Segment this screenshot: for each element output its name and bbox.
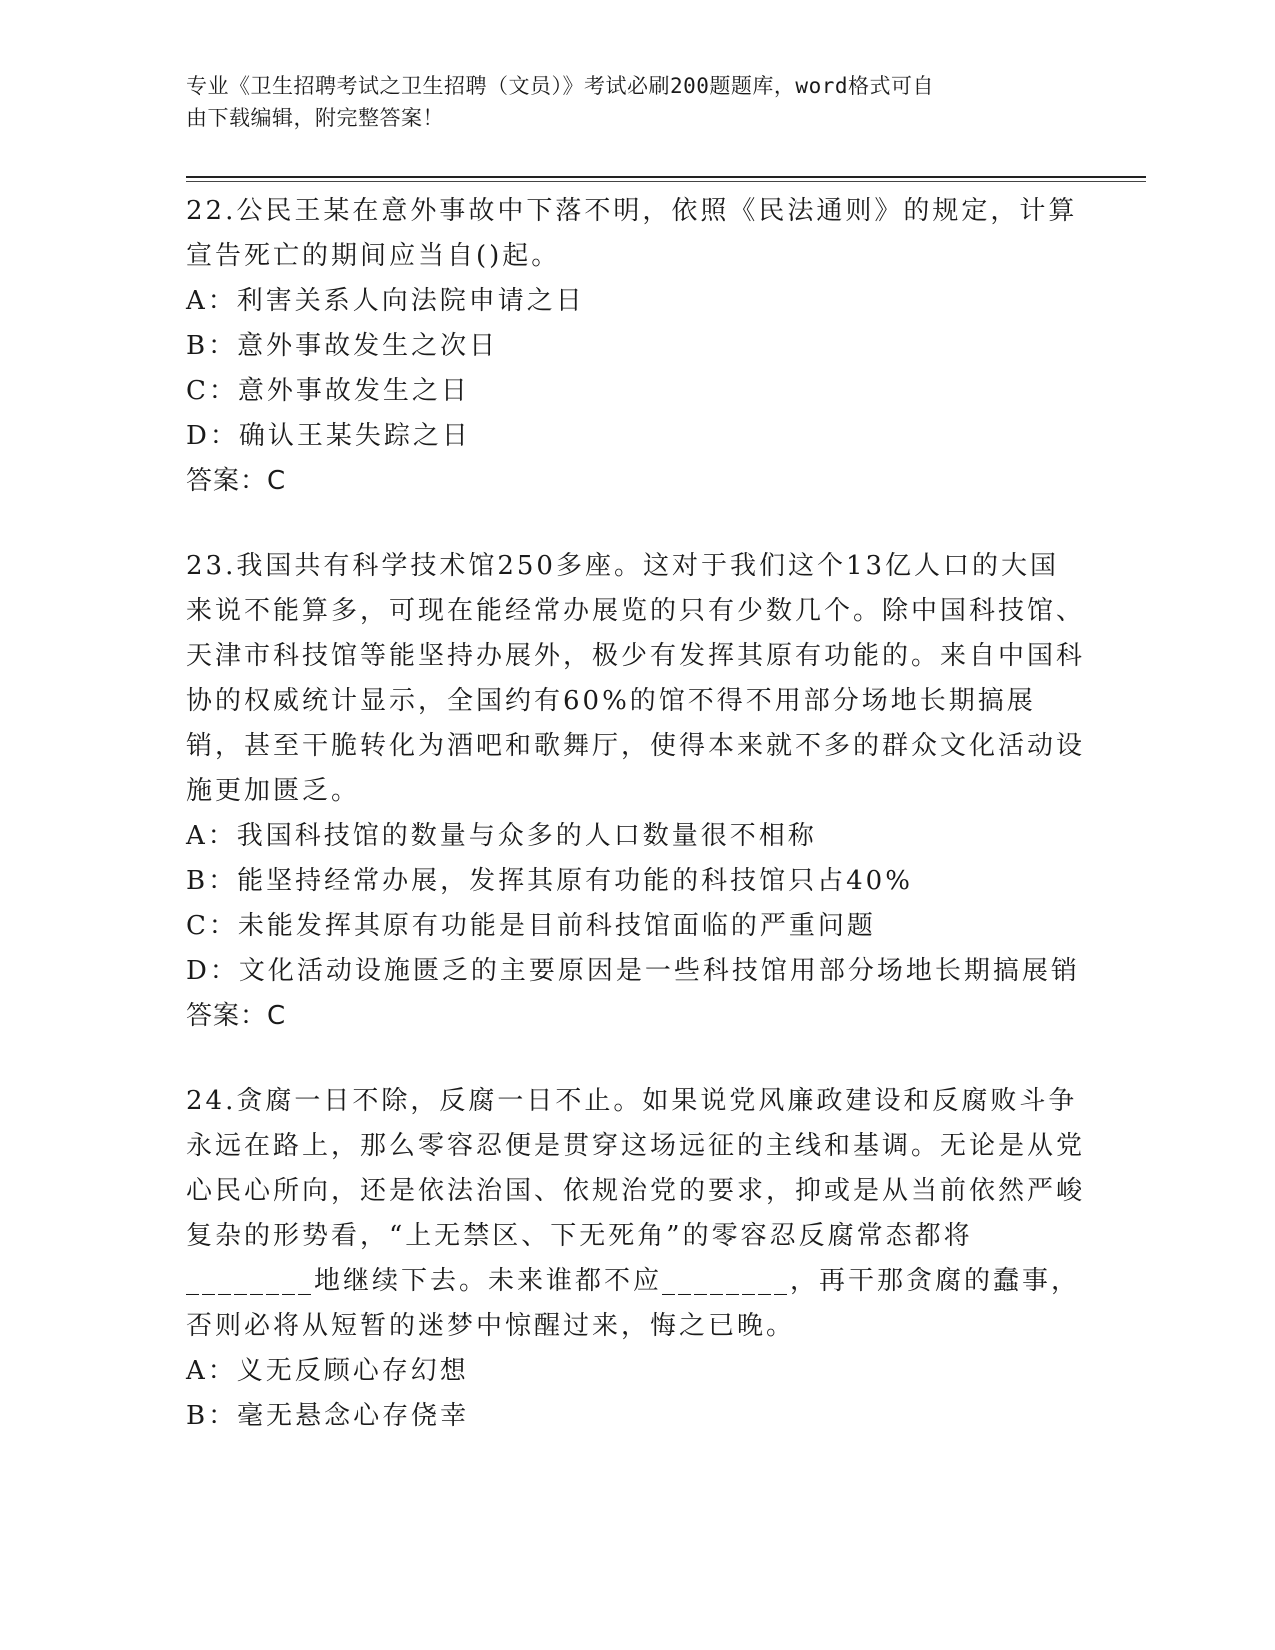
question-stem: 23.我国共有科学技术馆250多座。这对于我们这个13亿人口的大国来说不能算多，可现在能经常办展览的只有少数几个。除中国科技馆、天津市科技馆等能坚持办展外，极少有发挥其原有功能的。来自中国科协的权威统计显示，全国约有60%的馆不得不用部分场地长期搞展销，甚至干脆转化为酒吧和歌舞厅，使得本来就不多的群众文化活动设施更加匮乏。 [186,551,1086,806]
answer-line: 答案：C [186,466,287,496]
option-b: B：意外事故发生之次日 [186,331,499,361]
option-a: A：义无反顾心存幻想 [186,1356,469,1386]
option-d: D：确认王某失踪之日 [186,421,471,451]
option-d: D：文化活动设施匮乏的主要原因是一些科技馆用部分场地长期搞展销 [186,956,1080,986]
question-22 [186,189,1086,504]
header-divider-thick [186,176,1146,178]
header-line-1: 专业《卫生招聘考试之卫生招聘（文员）》考试必刷200题题库，word格式可自 [186,74,934,98]
question-23 [186,544,1086,1039]
header-line-2: 由下载编辑，附完整答案！ [186,106,444,130]
option-b: B：能坚持经常办展，发挥其原有功能的科技馆只占40% [186,866,913,896]
question-list [186,189,1086,1479]
option-c: C：意外事故发生之日 [186,376,470,406]
question-stem: 24.贪腐一日不除，反腐一日不止。如果说党风廉政建设和反腐败斗争永远在路上，那么零容忍便是贯穿这场远征的主线和基调。无论是从党心民心所向，还是依法治国、依规治党的要求，抑或是从当前依然严峻复杂的形势看，“上无禁区、下无死角”的零容忍反腐常态都将________地继续下去。未来谁都不应________，再干那贪腐的蠢事，否则必将从短暂的迷梦中惊醒过来，悔之已晚。 [186,1086,1086,1341]
header-divider-thin [186,181,1146,182]
question-stem: 22.公民王某在意外事故中下落不明，依照《民法通则》的规定，计算宣告死亡的期间应当自()起。 [186,196,1078,271]
option-a: A：我国科技馆的数量与众多的人口数量很不相称 [186,821,817,851]
option-b: B：毫无悬念心存侥幸 [186,1401,470,1431]
option-c: C：未能发挥其原有功能是目前科技馆面临的严重问题 [186,911,876,941]
question-24 [186,1079,1086,1439]
option-a: A：利害关系人向法院申请之日 [186,286,585,316]
answer-line: 答案：C [186,1001,287,1031]
document-header [186,70,1066,134]
